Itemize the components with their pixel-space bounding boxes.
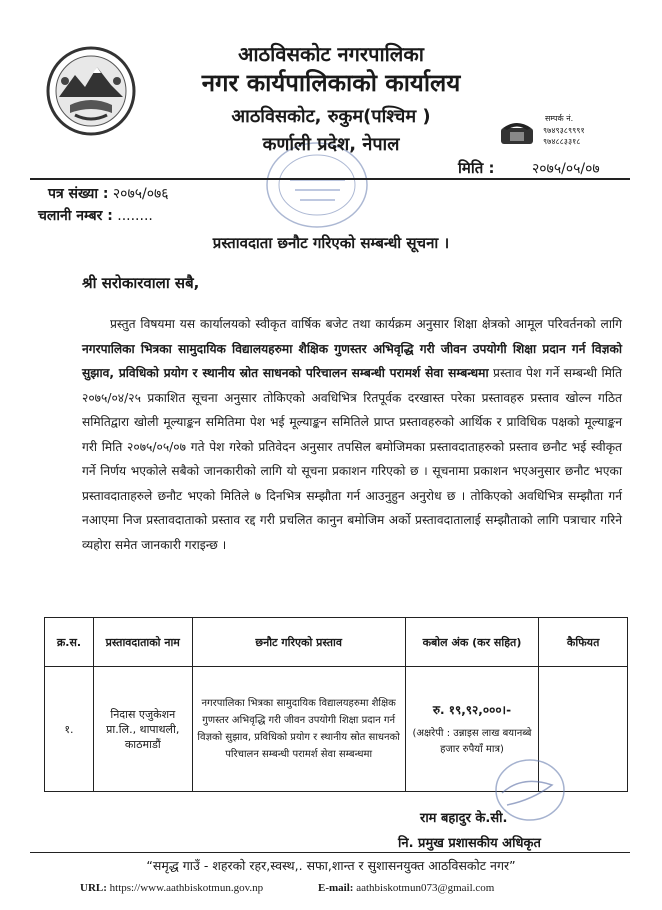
serial-cell: १.	[45, 667, 94, 792]
table-header: छनौट गरिएको प्रस्ताव	[192, 618, 405, 667]
bidder-name-cell: निदास एजुकेशन प्रा.लि., थापाथली, काठमाडौं	[93, 667, 192, 792]
notice-subject: प्रस्तावदाता छनौट गरिएको सम्बन्धी सूचना ।	[212, 234, 450, 252]
notice-body: प्रस्तुत विषयमा यस कार्यालयको स्वीकृत वार्षिक बजेट तथा कार्यक्रम अनुसार शिक्षा क्षेत्रको आमूल परिवर्तनको लागि नगरपालिका भित्रका सामुदायिक विद्यालयहरुमा शैक्षिक गुणस्तर अभिवृद्धि गरी जीवन उपयोगी शिक्षा प्रदान गर्न विज्ञको सुझाव, प्रविधिको प्रयोग र स्थानीय स्रोत साधनको परिचालन सम्बन्धी परामर्श सेवा सम्बन्धमा प्रस्ताव पेश गर्ने सम्बन्धी मिति २०७५/०४/२५ प्रकाशित सूचना अनुसार तोकिएको अवधिभित्र रितपूर्वक दरखास्त परेका प्रस्तावहरु प्रस्ताव खोल्न गठित समितिद्वारा खोली मूल्याङ्कन समितिमा पेश भई मूल्याङ्कन समितिले प्राप्त प्रस्तावहरुको आर्थिक र प्राविधिक पक्षको मूल्याङ्कन गरी मिति २०७५/०५/०७ गते पेश गरेको प्रतिवेदन अनुसार तपसिल बमोजिमका प्रस्तावदाताहरुको प्रस्ताव छनौट भई स्वीकृत गर्ने निर्णय भएकोले सबैको जानकारीको लागि यो सूचना प्रकाशन गरिएको छ । सूचनामा प्रकाशन भएअनुसार छनौट भएका प्रस्तावदाताहरुले छनौट भएको मितिले ७ दिनभित्र सम्झौता गर्न आउनुहुन अनुरोध छ । तोकिएको अवधिभित्र सम्झौता गर्न नआएमा निज प्रस्तावदाताको प्रस्ताव रद्द गरी प्रचलित कानुन बमोजिम अर्को प्रस्तावदातालाई सम्झौताको लागि पत्राचार गरिने व्यहोरा समेत जानकारी गराइन्छ ।	[82, 317, 622, 552]
footer-email: E-mail: aathbiskotmun073@gmail.com	[318, 882, 495, 894]
footer-slogan: “समृद्ध गाउँ - शहरको रहर,स्वस्थ,. सफा,शान्त र सुशासनयुक्त आठविसकोट नगर”	[146, 858, 516, 873]
date-label: मिति :	[458, 159, 495, 177]
table-header-row	[45, 618, 628, 667]
email-link[interactable]: aathbiskotmun073@gmail.com	[356, 882, 495, 894]
proposal-cell: नगरपालिका भित्रका सामुदायिक विद्यालयहरुमा शैक्षिक गुणस्तर अभिवृद्धि गरी जीवन उपयोगी शिक्षा प्रदान गर्न विज्ञको सुझाव, प्रविधिको प्रयोग र स्थानीय स्रोत साधनको परिचालन सम्बन्धी परामर्श सेवा सम्बन्धमा	[192, 667, 405, 792]
signatory-title: नि. प्रमुख प्रशासकीय अधिकृत	[398, 836, 541, 851]
date-value: २०७५/०५/०७	[532, 161, 600, 177]
phone-number: ९७४९३८९९९१	[543, 126, 585, 135]
amount-in-words: (अक्षरेपी : उन्नाइस लाख बयानब्बे हजार रुपैयाँ मात्र)	[412, 727, 532, 755]
footer-url: URL: https://www.aathbiskotmun.gov.np	[80, 882, 264, 894]
website-link[interactable]: https://www.aathbiskotmun.gov.np	[109, 882, 264, 894]
phone-number: ९७४८८३३१८	[543, 137, 581, 146]
amount-value: रु. १९,९२,०००।-	[432, 702, 512, 717]
municipality-name: आठविसकोट नगरपालिका	[238, 42, 424, 66]
table-header: कबोल अंक (कर सहित)	[405, 618, 539, 667]
table-header: क्र.स.	[45, 618, 94, 667]
footer-divider	[30, 852, 630, 853]
signatory-name: राम बहादुर के.सी.	[420, 811, 508, 826]
table-header: प्रस्तावदाताको नाम	[93, 618, 192, 667]
table-header: कैफियत	[539, 618, 628, 667]
office-name: नगर कार्यपालिकाको कार्यालय	[201, 69, 461, 97]
telephone-icon	[499, 118, 535, 146]
phone-label: सम्पर्क नं.	[545, 114, 574, 123]
letter-number: पत्र संख्या : २०७५/०७६	[48, 186, 169, 202]
dispatch-number: चलानी नम्बर : ........	[38, 208, 153, 224]
province-name: कर्णाली प्रदेश, नेपाल	[262, 134, 400, 155]
header-divider	[30, 178, 630, 180]
salutation: श्री सरोकारवाला सबै,	[82, 274, 200, 292]
office-address: आठविसकोट, रुकुम(पश्चिम )	[231, 106, 431, 127]
